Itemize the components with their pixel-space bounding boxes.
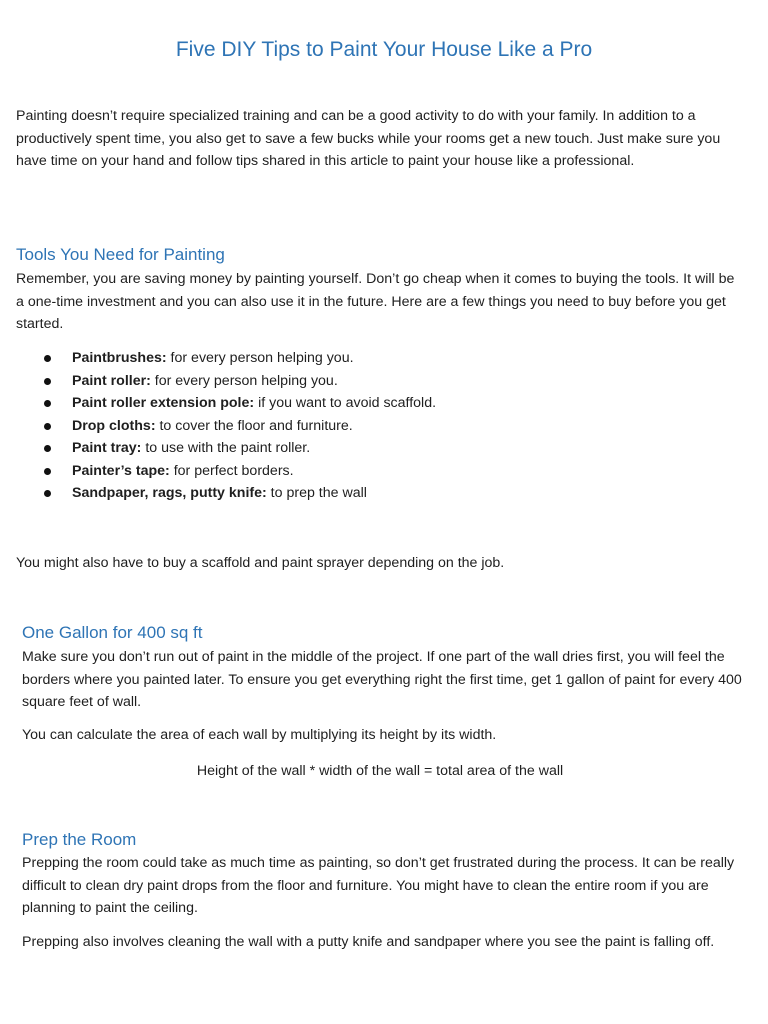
- list-item: [44, 415, 744, 438]
- gallon-paragraph: Make sure you don’t run out of paint in the middle of the project. If one part of the wall dries first, you will feel the borders where you painted later. To ensure you get everything right the first time, get 1 gallon of paint for every 400 square feet of wall.: [22, 649, 742, 710]
- bullet-icon: [44, 490, 51, 497]
- list-item: [44, 460, 744, 483]
- list-item-desc: if you want to avoid scaffold.: [254, 395, 437, 411]
- bullet-icon: [44, 378, 51, 385]
- document-title: Five DIY Tips to Paint Your House Like a Pro: [175, 38, 593, 61]
- list-item-desc: to prep the wall: [266, 485, 367, 501]
- gallon-paragraph-2: You can calculate the area of each wall by multiplying its height by its width.: [22, 727, 497, 743]
- list-item: [44, 347, 744, 370]
- bullet-icon: [44, 400, 51, 407]
- bullet-icon: [44, 445, 51, 452]
- tools-note: You might also have to buy a scaffold and paint sprayer depending on the job.: [16, 555, 505, 571]
- list-item-desc: for every person helping you.: [150, 372, 338, 389]
- list-item: [44, 370, 744, 393]
- list-item-term: Paintbrushes:: [72, 350, 167, 366]
- intro-paragraph: Painting doesn’t require specialized training and can be a good activity to do with your family. In addition to a productively spent time, you also get to save a few bucks while your rooms get a new touch. Just make sure you have time on your hand and follow tips shared in this article to paint your house like a professional.: [16, 108, 721, 169]
- list-item-term: Paint tray:: [72, 440, 142, 456]
- list-item-term: Painter’s tape:: [72, 462, 170, 479]
- tools-heading: Tools You Need for Painting: [16, 245, 225, 264]
- list-item-desc: for every person helping you.: [166, 350, 354, 366]
- list-item-desc: to use with the paint roller.: [141, 440, 311, 456]
- list-item: [44, 482, 744, 505]
- list-item-term: Sandpaper, rags, putty knife:: [72, 485, 267, 501]
- list-item-term: Drop cloths:: [72, 417, 156, 434]
- list-item: [44, 392, 744, 415]
- prep-paragraph: Prepping the room could take as much time as painting, so don’t get frustrated during the process. It can be really difficult to clean dry paint drops from the floor and furniture. You might have to clean the entire room if you are planning to paint the ceiling.: [22, 855, 735, 916]
- prep-paragraph-2: Prepping also involves cleaning the wall with a putty knife and sandpaper where you see the paint is falling off.: [22, 934, 715, 950]
- bullet-icon: [44, 355, 51, 362]
- bullet-icon: [44, 423, 51, 430]
- list-item-desc: to cover the floor and furniture.: [155, 417, 353, 434]
- tools-list: [44, 347, 744, 505]
- prep-heading: Prep the Room: [22, 830, 137, 849]
- gallon-heading: One Gallon for 400 sq ft: [22, 623, 203, 642]
- list-item-term: Paint roller:: [72, 372, 151, 389]
- list-item-term: Paint roller extension pole:: [72, 395, 255, 411]
- list-item: [44, 437, 744, 460]
- area-formula: Height of the wall * width of the wall = total area of the wall: [196, 763, 564, 779]
- tools-paragraph: Remember, you are saving money by painting yourself. Don’t go cheap when it comes to buying the tools. It will be a one-time investment and you can also use it in the future. Here are a few things you need to buy before you get started.: [16, 271, 735, 332]
- list-item-desc: for perfect borders.: [169, 462, 294, 479]
- bullet-icon: [44, 468, 51, 475]
